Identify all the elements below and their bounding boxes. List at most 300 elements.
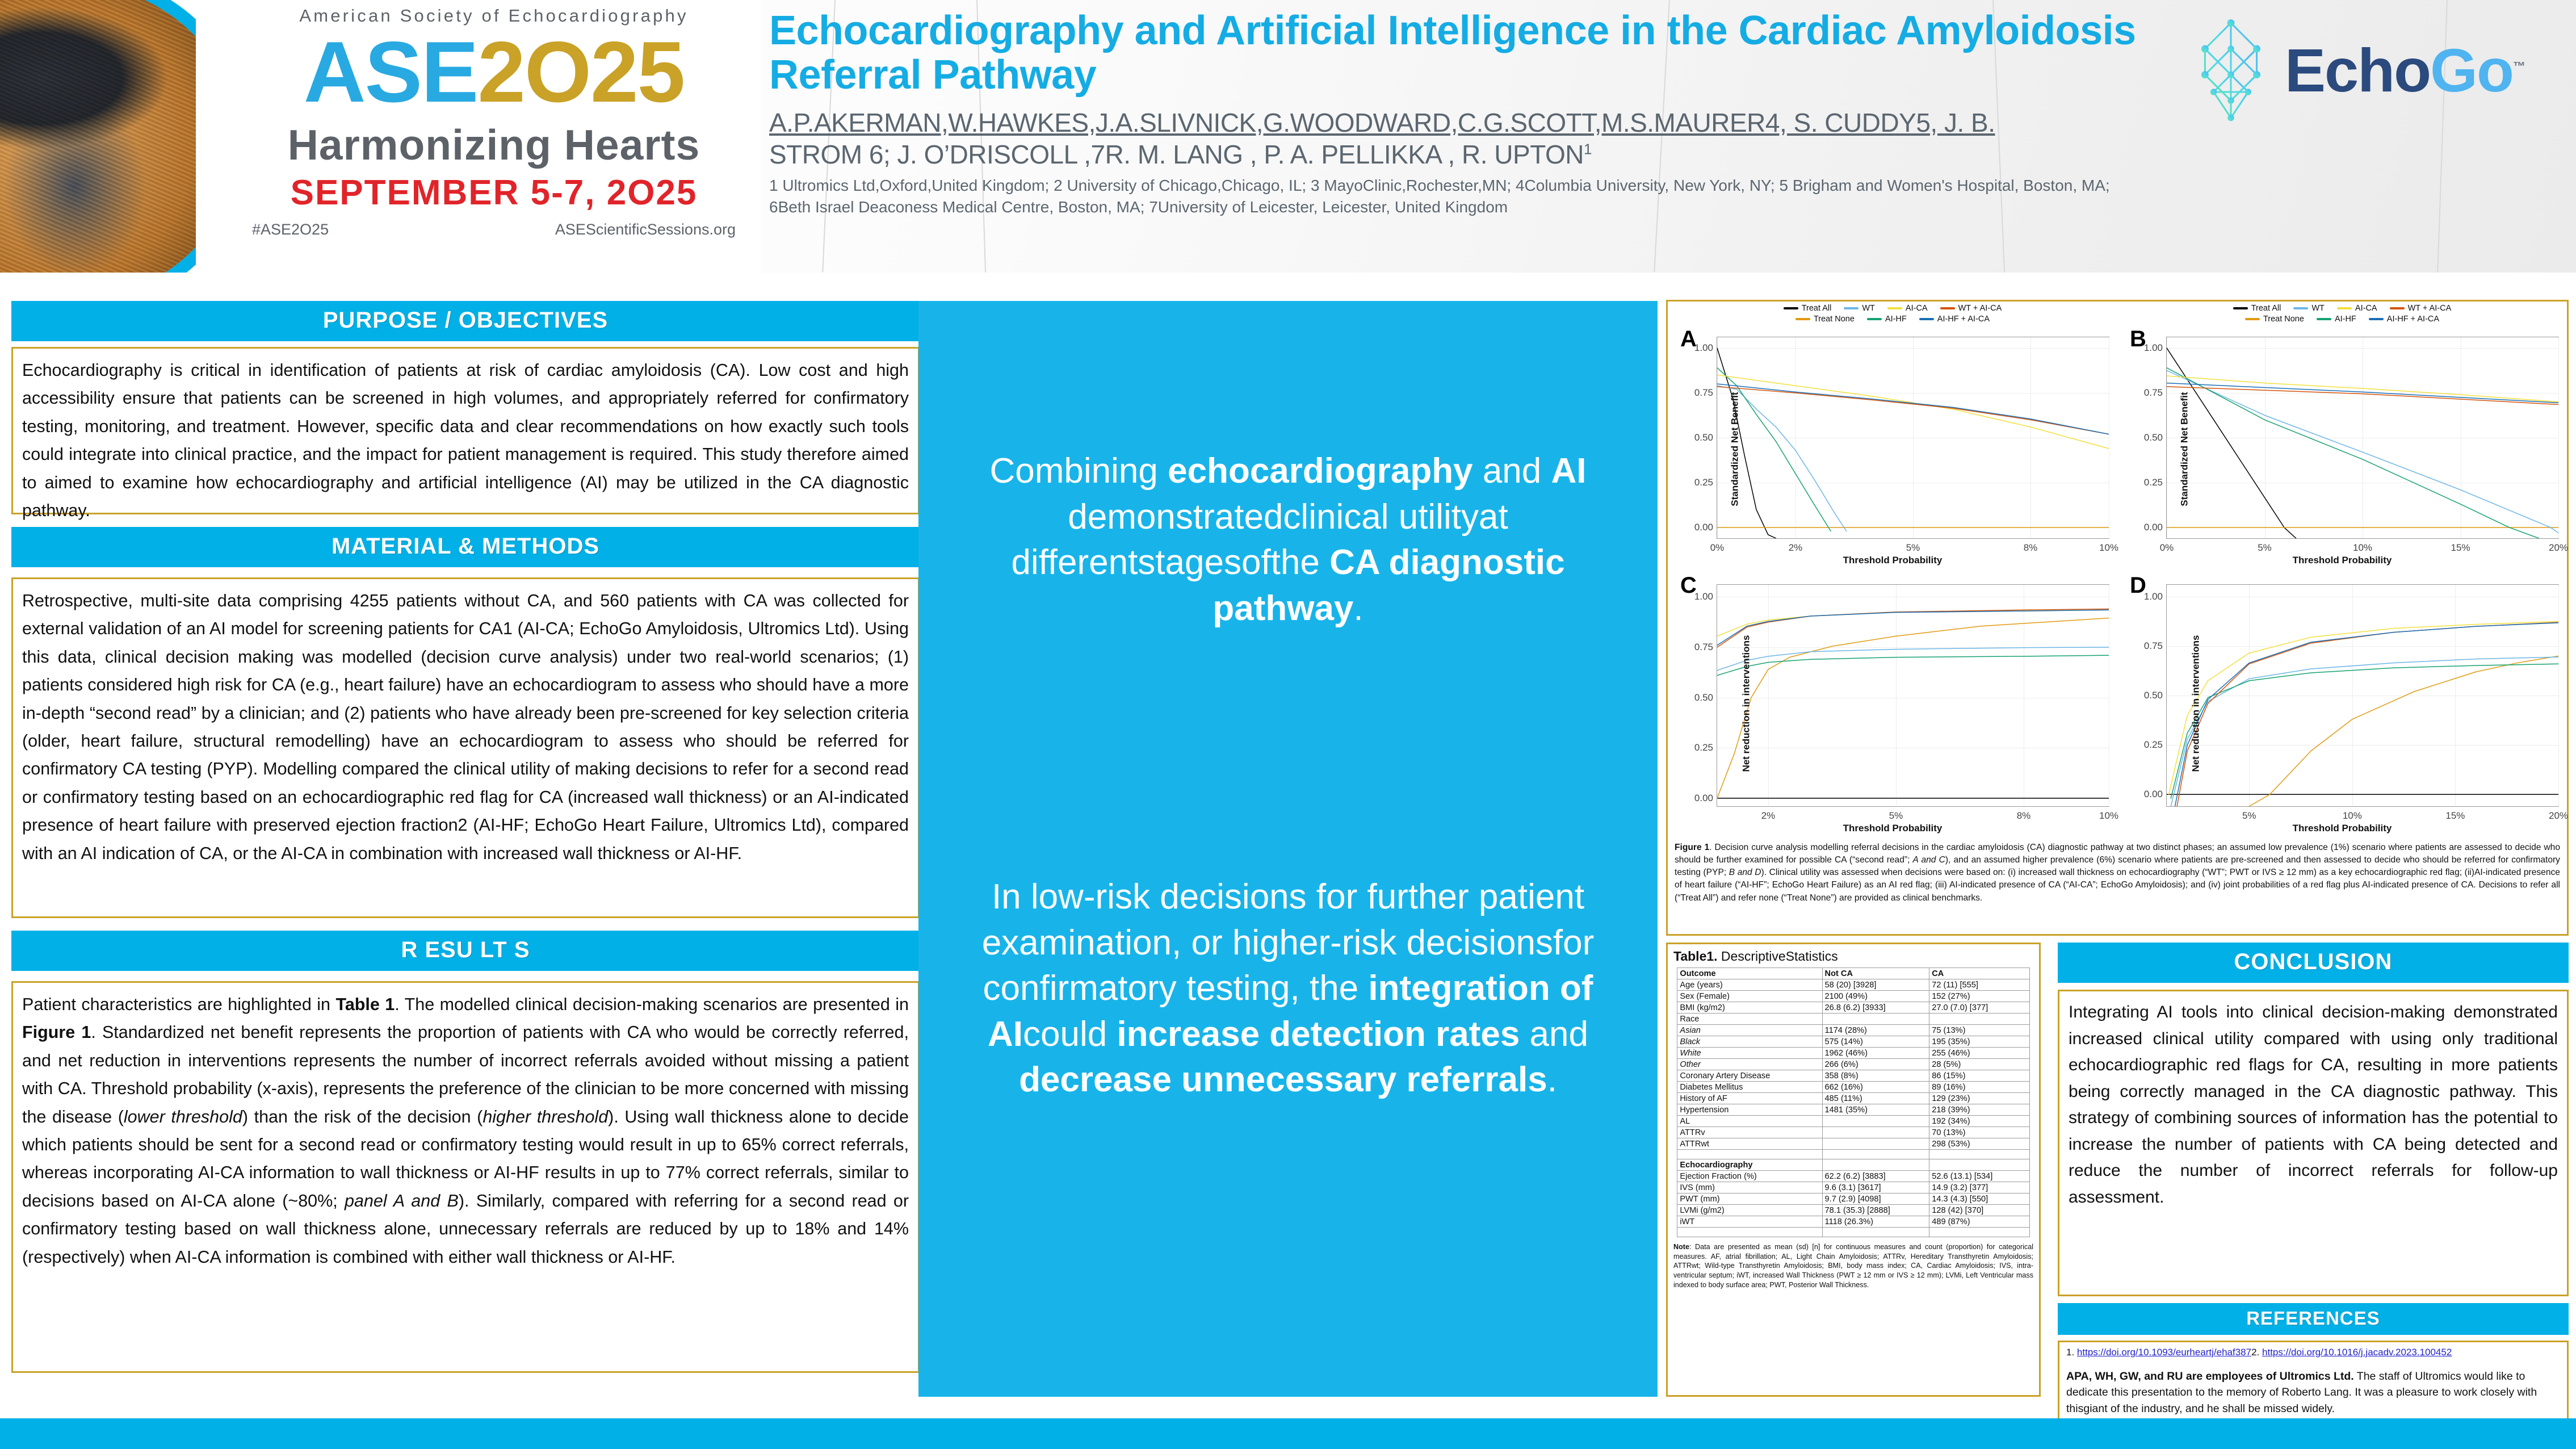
table-row (1677, 991, 2029, 1002)
legend-label: Treat None (2263, 315, 2304, 324)
x-axis-tick: 5% (1889, 810, 1903, 821)
table-cell-ca: 14.9 (3.2) [377] (1929, 1182, 2029, 1193)
table-cell-not-ca: 78.1 (35.3) [2888] (1822, 1205, 1929, 1216)
text-run: Patient characteristics are highlighted in (22, 995, 336, 1014)
table-cell-not-ca: 485 (11%) (1822, 1093, 1929, 1104)
table-row (1677, 1093, 2029, 1104)
table-cell-ca: 89 (16%) (1929, 1082, 2029, 1093)
disclosure-rest: The staff of Ultromics would like to dedicate this presentation to the memory of Roberto Lang. It was a pleasure to work closely with thisgiant of the industry, and he shall be missed widely. (2066, 1370, 2537, 1415)
text-run: at differentstagesofthe (1011, 497, 1508, 583)
echogo-trademark: ™ (2513, 59, 2525, 73)
table-row (1677, 1116, 2029, 1127)
ase-dates: SEPTEMBER 5-7, 2O25 (290, 173, 698, 212)
table-cell-outcome: IVS (mm) (1677, 1182, 1822, 1193)
table-cell-not-ca (1822, 1228, 1929, 1237)
legend-swatch (1887, 307, 1902, 309)
section-body-conclusion (2058, 990, 2569, 1296)
series-line-ai-hf-ai-ca (1717, 610, 2109, 645)
table-cell-ca: 255 (46%) (1929, 1048, 2029, 1059)
purpose-text: Echocardiography is critical in identification of patients at risk of cardiac amyloidosis (CA). Low cost and high accessibility ensure that patients can be screened in high volumes, and appropriately referred for confirmatory testing, monitoring, and treatment. However, specific data and clear recommendations on how exactly such tools could integrate into clinical practice, and the impact for patient management is required. This study therefore aimed to aimed to examine how echocardiography and artificial intelligence (AI) may be utilized in the CA diagnostic pathway. (22, 361, 909, 521)
plot-area-a (1694, 337, 2119, 553)
chart-panel-c (1668, 569, 2117, 837)
legend-item (1940, 304, 2002, 313)
reference-2-number: 2. (2251, 1347, 2260, 1358)
text-run: A and C (1912, 855, 1945, 865)
echogo-word-go: Go (2430, 36, 2514, 104)
figure-1-caption (1668, 838, 2567, 909)
legend-item (1919, 315, 1990, 324)
table-note-text: : Data are presented as mean (sd) [n] for continuous measures and count (proportion) for categorical measures. AF, atrial fibrillation; AL, Light Chain Amyloidosis; ATTRv, Hereditary Transthyretin Amyloidosis; ATTRwt; Wild-type Transthyretin Amyloidosis; BMI, body mass index; CA, Cardiac Amyloidosis; IVS, intra-ventricular septum; iWT, increased Wall Thickness (PWT ≥ 12 mm or IVS ≥ 12 mm); LVMi, Left Ventricular mass indexed to body surface area; PWT, Posterior Wall Thickness. (1673, 1243, 2033, 1289)
table-cell-outcome: BMI (kg/m2) (1677, 1002, 1822, 1014)
table-cell-not-ca: 1962 (46%) (1822, 1048, 1929, 1059)
table-1-title-label: Table1. (1673, 949, 1718, 964)
table-cell-not-ca: 1174 (28%) (1822, 1025, 1929, 1036)
table-cell-outcome: ATTRv (1677, 1127, 1822, 1138)
ase-website[interactable]: ASEScientificSessions.org (555, 220, 736, 238)
text-run: higher threshold (483, 1107, 609, 1126)
echogo-word-echo: Echo (2285, 36, 2431, 104)
table-row (1677, 1025, 2029, 1036)
panel-label-a: A (1680, 326, 1697, 351)
x-axis-label: Threshold Probability (1843, 823, 1943, 834)
legend-label: AI-CA (2355, 304, 2377, 313)
y-axis-label: Net reduction in interventions (1740, 635, 1752, 772)
text-run: could (1022, 1014, 1117, 1054)
author-list-line1: A.P.AKERMAN,W.HAWKES,J.A.SLIVNICK,G.WOODWARD,C.G.SCOTT,M.S.MAURER4, S. CUDDY5, J. B. (769, 107, 1995, 137)
y-axis-label: Standardized Net Benefit (2179, 391, 2190, 506)
table-cell-outcome: Race (1677, 1014, 1822, 1025)
table-cell-ca (1929, 1014, 2029, 1025)
table-row (1677, 1171, 2029, 1182)
legend-swatch (1784, 307, 1798, 309)
table-cell-not-ca: 62.2 (6.2) [3883] (1822, 1171, 1929, 1182)
table-cell-not-ca (1822, 1014, 1929, 1025)
table-cell-not-ca (1822, 1116, 1929, 1127)
legend-label: AI-HF (1885, 315, 1907, 324)
section-header-results: R ESU LT S (11, 931, 920, 971)
table-column-header: CA (1929, 968, 2029, 979)
text-run: integration of AI (987, 969, 1593, 1054)
table-cell-outcome (1677, 1150, 1822, 1159)
echogo-mesh-icon (2177, 16, 2285, 124)
table-cell-not-ca: 575 (14%) (1822, 1036, 1929, 1048)
chart-lines (1717, 337, 2109, 538)
table-cell-ca: 128 (42) [370] (1929, 1205, 2029, 1216)
key-message-1 (918, 449, 1658, 631)
table-cell-outcome: Echocardiography (1677, 1159, 1822, 1171)
text-run: . (1353, 588, 1363, 628)
legend-label: AI-HF + AI-CA (1937, 315, 1990, 324)
chart-panel-d (2117, 569, 2567, 837)
x-axis-tick: 2% (1761, 810, 1776, 821)
x-axis-tick: 8% (2016, 810, 2031, 821)
table-column-header: Not CA (1822, 968, 1929, 979)
legend-swatch (2337, 307, 2352, 309)
table-cell-ca: 195 (35%) (1929, 1036, 2029, 1048)
chart-panel-b (2117, 301, 2567, 569)
methods-text: Retrospective, multi-site data comprising 4255 patients without CA, and 560 patients with CA was collected for external validation of an AI model for screening patients for CA1 (AI-CA; EchoGo Amyloidosis, Ultromics Ltd). Using this data, clinical decision making was modelled (decision curve analysis) under two real-world scenarios; (1) patients considered high risk for CA (e.g., heart failure) have an echocardiogram to assess who should have a more in-depth “second read” by a clinician; and (2) patients who have already been pre-screened for key selection criteria (older, heart failure, structural remodelling) have an echocardiogram to assess who should be referred for confirmatory CA testing (PYP). Modelling compared the clinical utility of making decisions to refer for a second read or confirmatory testing based on an echocardiographic red flag for CA (increased wall thickness) or an AI-indicated presence of heart failure with preserved ejection fraction2 (AI-HF; EchoGo Heart Failure, Ultromics Ltd), compared with an AI indication of CA, or the AI-CA in combination with increased wall thickness or AI-HF. (22, 591, 909, 863)
table-cell-ca: 129 (23%) (1929, 1093, 2029, 1104)
table-row (1677, 1014, 2029, 1025)
series-line-ai-hf-ai-ca (2167, 383, 2558, 403)
table-cell-not-ca (1822, 1159, 1929, 1171)
y-axis-tick: 0.50 (1694, 692, 1713, 703)
y-axis-tick: 0.75 (1694, 387, 1713, 398)
text-run: CA diagnostic pathway (1213, 543, 1565, 628)
legend-item (2337, 304, 2377, 313)
reference-2-link[interactable]: https://doi.org/10.1016/j.jacadv.2023.100452 (2262, 1347, 2452, 1358)
series-line-wt-ai-ca (1717, 609, 2109, 647)
legend-row (2245, 315, 2439, 324)
table-cell-ca: 86 (15%) (1929, 1070, 2029, 1082)
x-axis-tick: 5% (2258, 542, 2272, 553)
table-cell-outcome: Coronary Artery Disease (1677, 1070, 1822, 1082)
ase-society-name: American Society of Echocardiography (299, 6, 689, 26)
legend-label: Treat All (2251, 304, 2281, 313)
legend-swatch (1940, 307, 1955, 309)
table-cell-not-ca (1822, 1138, 1929, 1150)
text-run: Figure 1 (1675, 843, 1710, 852)
text-run: ), and an assumed higher prevalence (6%) scenario where patients are pre-screened and then assessed to decide who should be referred for confirmatory testing (PYP; (1675, 855, 2560, 878)
chart-lines (2167, 585, 2558, 806)
plot-area-d (2143, 584, 2569, 821)
table-row (1677, 1127, 2029, 1138)
author-superscript: 1 (1583, 140, 1592, 158)
table-body (1677, 979, 2029, 1237)
legend-swatch (2233, 307, 2248, 309)
disclosure-text (2066, 1368, 2560, 1417)
table-1-title (1673, 949, 2033, 964)
table-cell-ca (1929, 1228, 2029, 1237)
y-axis-tick: 1.00 (1694, 591, 1713, 602)
text-run: increase detection rates (1117, 1014, 1520, 1054)
reference-list (2066, 1347, 2560, 1358)
legend-swatch (1867, 318, 1882, 320)
table-cell-not-ca: 9.7 (2.9) [4098] (1822, 1193, 1929, 1205)
figure-1-panel (1666, 300, 2569, 936)
table-cell-ca: 298 (53%) (1929, 1138, 2029, 1150)
left-column (11, 301, 920, 1373)
text-run: . The modelled clinical decision-making scenarios are presented in (395, 995, 909, 1014)
panel-label-b: B (2130, 326, 2146, 351)
text-run: demonstrated (1068, 497, 1283, 537)
table-cell-not-ca: 9.6 (3.1) [3617] (1822, 1182, 1929, 1193)
descriptive-statistics-table (1677, 968, 2029, 1237)
series-line-treat-none (1717, 618, 2109, 798)
legend-item (1887, 304, 1928, 313)
panel-label-d: D (2130, 573, 2146, 598)
author-list-line2: STROM 6; J. O’DRISCOLL ,7R. M. LANG , P. A. PELLIKKA , R. UPTON (769, 139, 1584, 169)
table-1-box (1666, 943, 2041, 1397)
table-row (1677, 1228, 2029, 1237)
table-1-title-rest: DescriptiveStatistics (1717, 949, 1838, 964)
y-axis-tick: 0.25 (1694, 477, 1713, 488)
legend-swatch (1844, 307, 1858, 309)
ase-footer (244, 221, 744, 238)
table-row (1677, 1002, 2029, 1014)
ase-logo-text (244, 24, 744, 120)
footer-bar (0, 1418, 2576, 1449)
y-axis-tick: 0.00 (2143, 789, 2163, 800)
x-axis-tick: 0% (2159, 542, 2174, 553)
plot-area-c (1694, 584, 2119, 821)
y-axis-tick: 0.25 (1694, 742, 1713, 753)
figure-grid (1668, 301, 2567, 838)
legend-swatch (2317, 318, 2331, 320)
ase-tagline: Harmonizing Hearts (287, 120, 700, 169)
table-row (1677, 1205, 2029, 1216)
results-text (13, 983, 918, 1279)
legend-swatch (2390, 307, 2405, 309)
y-axis-tick: 0.75 (2143, 387, 2163, 398)
panel-label-c: C (1680, 573, 1697, 598)
legend-label: WT (2311, 304, 2325, 313)
table-cell-outcome: iWT (1677, 1216, 1822, 1228)
table-cell-outcome: Black (1677, 1036, 1822, 1048)
x-axis-tick: 10% (2099, 542, 2119, 553)
series-line-wt (1717, 647, 2109, 671)
table-cell-outcome: Sex (Female) (1677, 991, 1822, 1002)
legend-label: Treat None (1813, 315, 1855, 324)
y-axis-label: Standardized Net Benefit (1729, 391, 1740, 506)
table-cell-ca: 14.3 (4.3) [550] (1929, 1193, 2029, 1205)
legend-item (1844, 304, 1875, 313)
text-run: echocardiography (1168, 451, 1473, 491)
series-line-wt-ai-ca (2177, 622, 2558, 806)
affiliations: 1 Ultromics Ltd,Oxford,United Kingdom; 2 University of Chicago,Chicago, IL; 3 MayoClinic,Rochester,MN; 4Columbia University, New York, NY; 5 Brigham and Women's Hospital, Boston, MA; 6Beth Israel Deaconess Medical Centre, Boston, MA; 7University of Leicester, Leicester, United Kingdom (769, 176, 2110, 216)
text-run: ) than the risk of the decision ( (242, 1107, 483, 1126)
table-cell-not-ca: 358 (8%) (1822, 1070, 1929, 1082)
table-cell-not-ca: 2100 (49%) (1822, 991, 1929, 1002)
echocardiogram-image-mask (0, 0, 196, 273)
x-axis-tick: 20% (2548, 810, 2569, 821)
table-row (1677, 1082, 2029, 1093)
ase-logo-year: 2O25 (477, 24, 685, 120)
y-axis-label: Net reduction in interventions (2190, 635, 2201, 772)
section-header-methods: MATERIAL & METHODS (11, 527, 920, 567)
table-row (1677, 1216, 2029, 1228)
y-axis-tick: 0.00 (1694, 792, 1713, 803)
table-row (1677, 1159, 2029, 1171)
table-1-note (1673, 1242, 2033, 1290)
table-row (1677, 1150, 2029, 1159)
text-run: and (1520, 1014, 1588, 1054)
text-run: . Decision curve analysis modelling referral decisions in the cardiac amyloidosis (CA) diagnostic pathway at two distinct phases; an assumed low prevalence (1%) scenario where patients are assessed to decide who should be further examined for possible CA (“second read”; (1675, 843, 2560, 865)
legend-item (1795, 315, 1855, 324)
ase-logo-ase: ASE (303, 24, 478, 120)
text-run: clinical utility (1283, 497, 1479, 537)
text-run: decrease unnecessary referrals (1019, 1060, 1547, 1100)
section-header-references: REFERENCES (2058, 1303, 2569, 1335)
y-axis-tick: 0.75 (1694, 641, 1713, 652)
table-cell-outcome: Asian (1677, 1025, 1822, 1036)
table-cell-ca (1929, 1150, 2029, 1159)
legend-swatch (2245, 318, 2260, 320)
text-run: ). Using wall thickness alone to decide which patients should be sent for a second read or confirmatory testing would result in up to 65% correct referrals, whereas incorporating AI-CA information to wall thickness or AI-HF results in up to 77% correct referrals, similar to decisions based on AI-CA alone (~80%; (22, 1107, 909, 1211)
legend-item (2317, 315, 2356, 324)
text-run: AI (1551, 451, 1587, 491)
table-row (1677, 1036, 2029, 1048)
text-run: B and D (1728, 868, 1761, 878)
x-axis-tick: 5% (2242, 810, 2256, 821)
poster-title: Echocardiography and Artificial Intelligence in the Cardiac Amyloidosis Referral Pathway (769, 8, 2136, 98)
chart-lines (2167, 337, 2558, 538)
legend-label: AI-HF (2334, 315, 2356, 324)
x-axis-tick: 8% (2023, 542, 2038, 553)
x-axis-tick: 2% (1788, 542, 1803, 553)
table-note-label: Note (1673, 1243, 1689, 1251)
table-cell-outcome: History of AF (1677, 1093, 1822, 1104)
conclusion-text: Integrating AI tools into clinical decision-making demonstrated increased clinical utility compared with using only traditional echocardiographic red flags for CA, resulting in more patients being correctly managed in the CA diagnostic pathway. This strategy of combining sources of information has the potential to increase the number of patients with CA being detected and reduce the number of incorrect referrals for follow-up assessment. (2069, 1003, 2558, 1207)
table-cell-ca: 27.0 (7.0) [377] (1929, 1002, 2029, 1014)
table-cell-not-ca: 266 (6%) (1822, 1059, 1929, 1070)
x-axis-tick: 10% (2342, 810, 2362, 821)
legend-label: AI-HF + AI-CA (2386, 315, 2440, 324)
x-axis-tick: 5% (1906, 542, 1920, 553)
text-run: panel A and B (345, 1191, 459, 1211)
series-line-wt (2167, 370, 2558, 533)
gridline-vertical (2558, 337, 2559, 538)
table-cell-not-ca (1822, 1127, 1929, 1138)
table-cell-not-ca: 26.8 (6.2) [3933] (1822, 1002, 1929, 1014)
y-axis-tick: 1.00 (2143, 342, 2163, 353)
table-header-row (1677, 968, 2029, 979)
table-row (1677, 1182, 2029, 1193)
legend-row (1784, 304, 2002, 313)
table-cell-not-ca: 1481 (35%) (1822, 1104, 1929, 1116)
table-cell-ca: 218 (39%) (1929, 1104, 2029, 1116)
table-cell-outcome: Diabetes Mellitus (1677, 1082, 1822, 1093)
x-axis-label: Threshold Probability (2292, 555, 2392, 566)
text-run: ). Clinical utility was assessed when decisions were based on: (i) increased wall thickness on echocardiography (“WT”; PWT or IVS ≥ 12 mm) as a key echocardiographic red flag; (ii)AI-indicated presence of heart failure (“AI-HF”; EchoGo Heart Failure) as an AI red flag; (iii) AI-indicated presence of CA (“AI-CA”; EchoGo Amyloidosis); and (iv) joint probabilities of a red flag plus AI-indicated presence of CA. Decisions to refer all (“Treat All”) and refer none (“Treat None”) are provided as clinical benchmarks. (1675, 868, 2560, 903)
legend-item (2390, 304, 2452, 313)
reference-1-number: 1. (2066, 1347, 2075, 1358)
series-line-wt (2171, 657, 2558, 806)
text-run: ). Similarly, compared with referring for a second read or confirmatory testing based on wall thickness alone, unnecessary referrals are reduced by up to 18% and 14% (respectively) when AI-CA information is combined with either wall thickness or AI-HF. (22, 1191, 909, 1267)
chart-lines (1717, 585, 2109, 806)
text-run: In low-risk decisions for further patient examination, or higher-risk decisionsfor confirmatory testing, the (981, 877, 1595, 1008)
series-line-ai-ca (1717, 610, 2109, 636)
author-list (769, 107, 2154, 170)
table-row (1677, 1048, 2029, 1059)
text-run: and (1472, 451, 1551, 491)
table-row (1677, 1193, 2029, 1205)
table-cell-outcome: ATTRwt (1677, 1138, 1822, 1150)
x-axis-label: Threshold Probability (1843, 555, 1943, 566)
legend-label: Treat All (1801, 304, 1832, 313)
legend-item (2245, 315, 2304, 324)
ase-logo (244, 6, 744, 238)
ase-branding-block (0, 0, 761, 273)
table-cell-outcome: LVMi (g/m2) (1677, 1205, 1822, 1216)
reference-1-link[interactable]: https://doi.org/10.1093/eurheartj/ehaf387 (2076, 1347, 2252, 1358)
series-line-wt-ai-ca (2167, 387, 2558, 405)
legend-swatch (2369, 318, 2384, 320)
legend-label: WT + AI-CA (1958, 304, 2002, 313)
x-axis-tick: 20% (2548, 542, 2569, 553)
table-cell-ca: 52.6 (13.1) [534] (1929, 1171, 2029, 1182)
table-cell-outcome: Hypertension (1677, 1104, 1822, 1116)
table-cell-outcome: Other (1677, 1059, 1822, 1070)
section-header-conclusion: CONCLUSION (2058, 943, 2569, 983)
table-cell-ca: 70 (13%) (1929, 1127, 2029, 1138)
y-axis-tick: 0.00 (2143, 522, 2163, 533)
table-cell-outcome: White (1677, 1048, 1822, 1059)
legend-swatch (1795, 318, 1810, 320)
series-line-treat-none (2249, 656, 2558, 806)
y-axis-tick: 0.25 (2143, 477, 2163, 488)
table-cell-not-ca (1822, 1150, 1929, 1159)
y-axis-tick: 0.50 (2143, 432, 2163, 443)
chart-panel-a (1668, 301, 2117, 569)
table-row (1677, 1059, 2029, 1070)
x-axis-tick: 10% (2099, 810, 2119, 821)
x-axis-label: Threshold Probability (2292, 823, 2392, 834)
conclusion-box (2058, 943, 2569, 1296)
legend-item (2369, 315, 2439, 324)
section-body-purpose (11, 347, 920, 521)
table-cell-outcome: AL (1677, 1116, 1822, 1127)
legend-swatch (1919, 318, 1934, 320)
x-axis-tick: 10% (2352, 542, 2373, 553)
key-message-panel (918, 301, 1658, 1397)
legend-item (1784, 304, 1832, 313)
section-header-purpose: PURPOSE / OBJECTIVES (11, 301, 920, 341)
key-message-2 (918, 874, 1658, 1103)
table-cell-not-ca: 58 (20) [3928] (1822, 979, 1929, 991)
section-body-results (11, 981, 920, 1373)
series-line-ai-ca (1717, 375, 2109, 449)
series-line-ai-hf (2171, 664, 2558, 798)
chart-legend (2117, 304, 2567, 324)
title-block (769, 9, 2154, 217)
table-cell-ca: 192 (34%) (1929, 1116, 2029, 1127)
legend-item (2293, 304, 2325, 313)
y-axis-tick: 0.50 (1694, 432, 1713, 443)
section-body-methods (11, 577, 920, 918)
y-axis-tick: 1.00 (2143, 591, 2163, 602)
legend-label: AI-CA (1905, 304, 1928, 313)
text-run: Figure 1 (22, 1023, 91, 1042)
legend-swatch (2293, 307, 2308, 309)
table-cell-outcome: Ejection Fraction (%) (1677, 1171, 1822, 1182)
table-row (1677, 979, 2029, 991)
echocardiogram-image (0, 0, 196, 273)
echogo-wordmark (2285, 36, 2525, 104)
table-cell-outcome: Age (years) (1677, 979, 1822, 991)
table-row (1677, 1104, 2029, 1116)
poster-header (0, 0, 2576, 273)
legend-row (1795, 315, 1990, 324)
table-cell-not-ca: 1118 (26.3%) (1822, 1216, 1929, 1228)
x-axis-tick: 0% (1710, 542, 1725, 553)
text-run: Table 1 (335, 995, 395, 1014)
legend-item (2233, 304, 2281, 313)
legend-row (2233, 304, 2452, 313)
table-cell-ca: 75 (13%) (1929, 1025, 2029, 1036)
table-cell-ca: 72 (11) [555] (1929, 979, 2029, 991)
table-row (1677, 1138, 2029, 1150)
legend-label: WT + AI-CA (2407, 304, 2452, 313)
table-cell-ca: 152 (27%) (1929, 991, 2029, 1002)
y-axis-tick: 0.00 (1694, 522, 1713, 533)
table-cell-ca: 28 (5%) (1929, 1059, 2029, 1070)
x-axis-tick: 15% (2451, 542, 2470, 553)
series-line-ai-hf-ai-ca (2175, 623, 2558, 806)
legend-item (1867, 315, 1907, 324)
y-axis-tick: 0.75 (2143, 640, 2163, 651)
ase-hashtag: #ASE2O25 (252, 220, 329, 238)
